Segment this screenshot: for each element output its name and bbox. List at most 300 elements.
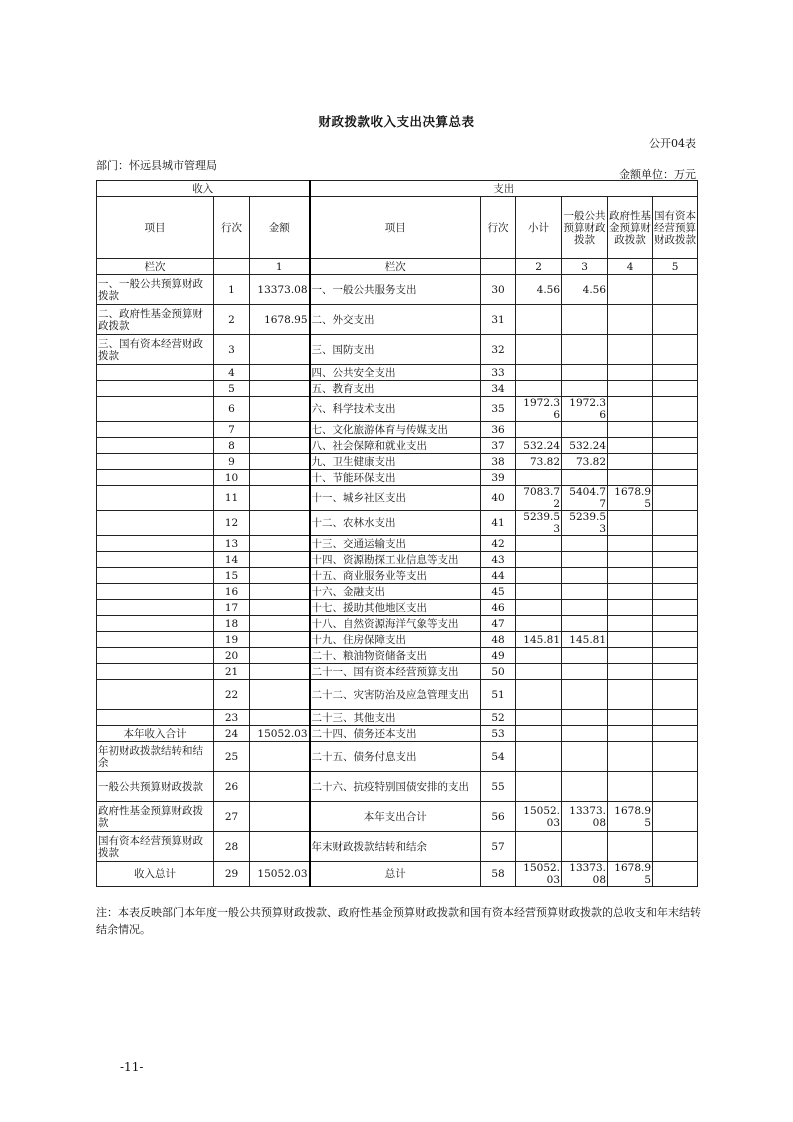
income-item-cell: 二、政府性基金预算财政拨款 <box>97 305 214 335</box>
gov-fund-cell <box>608 832 653 862</box>
header-row-1 <box>97 181 698 197</box>
gov-fund-cell <box>608 710 653 726</box>
gov-fund-cell <box>608 305 653 335</box>
state-capital-cell <box>653 710 698 726</box>
subtotal-cell <box>516 536 562 552</box>
general-budget-cell <box>562 568 608 584</box>
subtotal-cell <box>516 365 562 381</box>
subtotal-cell <box>516 552 562 568</box>
state-capital-cell <box>653 422 698 438</box>
state-capital-cell <box>653 511 698 536</box>
income-line-cell: 10 <box>214 470 250 486</box>
table-row <box>97 454 698 470</box>
subtotal-cell: 15052.03 <box>516 862 562 887</box>
column-index-blank <box>214 259 250 275</box>
gov-fund-cell <box>608 381 653 397</box>
expense-item-cell: 二十一、国有资本经营预算支出 <box>310 664 481 680</box>
income-item-cell: 一般公共预算财政拨款 <box>97 772 214 802</box>
form-number: 公开04表 <box>649 137 696 150</box>
general-budget-cell <box>562 680 608 710</box>
expense-line-cell: 46 <box>481 600 516 616</box>
subtotal-cell <box>516 600 562 616</box>
income-item-cell <box>97 536 214 552</box>
table-row <box>97 802 698 832</box>
subtotal-cell <box>516 726 562 742</box>
income-item-cell <box>97 397 214 422</box>
gov-fund-cell: 1678.95 <box>608 802 653 832</box>
table-row <box>97 305 698 335</box>
income-line-cell: 4 <box>214 365 250 381</box>
column-label: 栏次 <box>97 259 214 275</box>
income-amount-cell <box>250 832 310 862</box>
income-line-cell: 3 <box>214 335 250 365</box>
subtotal-cell: 15052.03 <box>516 802 562 832</box>
expense-item-cell: 一、一般公共服务支出 <box>310 275 481 305</box>
subtotal-cell: 4.56 <box>516 275 562 305</box>
page-number: -11- <box>120 1060 144 1074</box>
general-budget-cell <box>562 381 608 397</box>
expense-item-cell: 十三、交通运输支出 <box>310 536 481 552</box>
state-capital-cell <box>653 680 698 710</box>
income-item-cell <box>97 616 214 632</box>
gov-fund-cell <box>608 772 653 802</box>
income-item-cell <box>97 600 214 616</box>
state-capital-cell <box>653 397 698 422</box>
income-amount-cell <box>250 511 310 536</box>
state-capital-cell <box>653 568 698 584</box>
expense-item-cell: 本年支出合计 <box>310 802 481 832</box>
income-item-cell <box>97 680 214 710</box>
column-index: 4 <box>608 259 653 275</box>
income-line-header: 行次 <box>214 197 250 259</box>
expense-line-cell: 44 <box>481 568 516 584</box>
state-capital-cell <box>653 616 698 632</box>
expense-item-cell: 二十三、其他支出 <box>310 710 481 726</box>
state-capital-cell <box>653 742 698 772</box>
state-capital-header: 国有资本经营预算财政拨款 <box>653 197 698 259</box>
income-line-cell: 23 <box>214 710 250 726</box>
budget-table <box>96 180 698 887</box>
income-line-cell: 19 <box>214 632 250 648</box>
general-budget-cell <box>562 584 608 600</box>
state-capital-cell <box>653 305 698 335</box>
table-row <box>97 470 698 486</box>
expense-line-cell: 33 <box>481 365 516 381</box>
income-amount-cell <box>250 568 310 584</box>
gov-fund-cell <box>608 632 653 648</box>
subtotal-cell <box>516 616 562 632</box>
table-row <box>97 680 698 710</box>
table-row <box>97 584 698 600</box>
state-capital-cell <box>653 438 698 454</box>
page-title: 财政拨款收入支出决算总表 <box>318 114 475 129</box>
table-row <box>97 568 698 584</box>
income-line-cell: 14 <box>214 552 250 568</box>
income-amount-cell <box>250 365 310 381</box>
state-capital-cell <box>653 664 698 680</box>
general-budget-cell: 145.81 <box>562 632 608 648</box>
income-line-cell: 21 <box>214 664 250 680</box>
income-amount-cell <box>250 680 310 710</box>
expense-item-cell: 年末财政拨款结转和结余 <box>310 832 481 862</box>
general-budget-cell <box>562 616 608 632</box>
income-line-cell: 15 <box>214 568 250 584</box>
income-item-cell <box>97 710 214 726</box>
income-item-cell <box>97 486 214 511</box>
state-capital-cell <box>653 584 698 600</box>
expense-line-cell: 39 <box>481 470 516 486</box>
expense-line-cell: 54 <box>481 742 516 772</box>
income-line-cell: 8 <box>214 438 250 454</box>
expense-line-cell: 40 <box>481 486 516 511</box>
subtotal-cell <box>516 832 562 862</box>
expense-item-cell: 九、卫生健康支出 <box>310 454 481 470</box>
general-budget-cell <box>562 832 608 862</box>
income-item-cell <box>97 454 214 470</box>
expense-item-cell: 总计 <box>310 862 481 887</box>
income-line-cell: 26 <box>214 772 250 802</box>
income-amount-cell <box>250 664 310 680</box>
gov-fund-cell <box>608 584 653 600</box>
state-capital-cell <box>653 832 698 862</box>
general-budget-cell: 13373.08 <box>562 802 608 832</box>
subtotal-cell <box>516 648 562 664</box>
gov-fund-cell <box>608 511 653 536</box>
expense-line-cell: 57 <box>481 832 516 862</box>
income-line-cell: 25 <box>214 742 250 772</box>
income-amount-cell <box>250 422 310 438</box>
income-line-cell: 22 <box>214 680 250 710</box>
expense-item-cell: 二十四、债务还本支出 <box>310 726 481 742</box>
income-item-cell <box>97 438 214 454</box>
column-index-blank <box>481 259 516 275</box>
state-capital-cell <box>653 726 698 742</box>
gov-fund-cell <box>608 536 653 552</box>
subtotal-cell <box>516 335 562 365</box>
expense-line-cell: 58 <box>481 862 516 887</box>
general-budget-cell: 13373.08 <box>562 862 608 887</box>
state-capital-cell <box>653 470 698 486</box>
expense-line-cell: 53 <box>481 726 516 742</box>
table-row <box>97 335 698 365</box>
gov-fund-cell <box>608 422 653 438</box>
table-row <box>97 632 698 648</box>
expense-item-cell: 十六、金融支出 <box>310 584 481 600</box>
expense-line-cell: 32 <box>481 335 516 365</box>
income-line-cell: 29 <box>214 862 250 887</box>
column-index: 5 <box>653 259 698 275</box>
income-amount-cell <box>250 335 310 365</box>
income-amount-cell <box>250 742 310 772</box>
state-capital-cell <box>653 365 698 381</box>
income-item-cell: 国有资本经营预算财政拨款 <box>97 832 214 862</box>
gov-fund-cell <box>608 742 653 772</box>
state-capital-cell <box>653 862 698 887</box>
subtotal-cell <box>516 680 562 710</box>
table-row <box>97 397 698 422</box>
table-row <box>97 742 698 772</box>
subtotal-cell <box>516 422 562 438</box>
expense-item-header: 项目 <box>310 197 481 259</box>
state-capital-cell <box>653 772 698 802</box>
income-item-cell <box>97 584 214 600</box>
general-budget-cell <box>562 772 608 802</box>
table-row <box>97 664 698 680</box>
column-index-row <box>97 259 698 275</box>
gov-fund-cell: 1678.95 <box>608 862 653 887</box>
general-budget-cell <box>562 536 608 552</box>
income-amount-cell <box>250 632 310 648</box>
general-budget-cell: 532.24 <box>562 438 608 454</box>
column-index: 1 <box>250 259 310 275</box>
table-row <box>97 862 698 887</box>
income-amount-cell <box>250 438 310 454</box>
table-row <box>97 536 698 552</box>
expense-item-cell: 三、国防支出 <box>310 335 481 365</box>
table-row <box>97 772 698 802</box>
general-budget-cell <box>562 726 608 742</box>
income-amount-cell <box>250 486 310 511</box>
expense-header: 支出 <box>310 181 698 197</box>
subtotal-cell <box>516 772 562 802</box>
expense-line-header: 行次 <box>481 197 516 259</box>
table-row <box>97 381 698 397</box>
table-row <box>97 616 698 632</box>
expense-line-cell: 36 <box>481 422 516 438</box>
income-amount-header: 金额 <box>250 197 310 259</box>
income-line-cell: 18 <box>214 616 250 632</box>
expense-line-cell: 55 <box>481 772 516 802</box>
income-item-cell <box>97 470 214 486</box>
income-item-cell: 收入总计 <box>97 862 214 887</box>
gov-fund-cell <box>608 648 653 664</box>
expense-item-cell: 五、教育支出 <box>310 381 481 397</box>
income-item-cell: 三、国有资本经营财政拨款 <box>97 335 214 365</box>
header-row-2 <box>97 197 698 259</box>
table-row <box>97 486 698 511</box>
state-capital-cell <box>653 454 698 470</box>
income-amount-cell <box>250 584 310 600</box>
table-row <box>97 710 698 726</box>
general-budget-cell <box>562 335 608 365</box>
income-amount-cell: 15052.03 <box>250 726 310 742</box>
subtotal-cell <box>516 305 562 335</box>
expense-line-cell: 35 <box>481 397 516 422</box>
income-line-cell: 7 <box>214 422 250 438</box>
table-row <box>97 832 698 862</box>
state-capital-cell <box>653 275 698 305</box>
income-amount-cell <box>250 470 310 486</box>
gov-fund-cell <box>608 616 653 632</box>
state-capital-cell <box>653 802 698 832</box>
income-line-cell: 17 <box>214 600 250 616</box>
income-item-cell <box>97 422 214 438</box>
general-budget-cell <box>562 648 608 664</box>
gov-fund-cell <box>608 454 653 470</box>
subtotal-cell: 1972.36 <box>516 397 562 422</box>
general-budget-cell <box>562 552 608 568</box>
income-line-cell: 13 <box>214 536 250 552</box>
expense-line-cell: 47 <box>481 616 516 632</box>
general-budget-cell <box>562 742 608 772</box>
income-amount-cell <box>250 454 310 470</box>
general-budget-cell <box>562 422 608 438</box>
income-line-cell: 1 <box>214 275 250 305</box>
unit-label: 金额单位：万元 <box>619 168 696 181</box>
expense-line-cell: 45 <box>481 584 516 600</box>
general-budget-cell <box>562 710 608 726</box>
expense-item-cell: 十九、住房保障支出 <box>310 632 481 648</box>
income-amount-cell <box>250 648 310 664</box>
expense-item-cell: 六、科学技术支出 <box>310 397 481 422</box>
subtotal-cell: 145.81 <box>516 632 562 648</box>
subtotal-cell <box>516 710 562 726</box>
expense-line-cell: 38 <box>481 454 516 470</box>
general-budget-cell <box>562 365 608 381</box>
income-line-cell: 2 <box>214 305 250 335</box>
general-budget-cell <box>562 664 608 680</box>
general-budget-header: 一般公共预算财政拨款 <box>562 197 608 259</box>
expense-item-cell: 二十、粮油物资储备支出 <box>310 648 481 664</box>
state-capital-cell <box>653 335 698 365</box>
expense-line-cell: 43 <box>481 552 516 568</box>
income-line-cell: 5 <box>214 381 250 397</box>
income-line-cell: 16 <box>214 584 250 600</box>
general-budget-cell: 1972.36 <box>562 397 608 422</box>
expense-line-cell: 50 <box>481 664 516 680</box>
table-row <box>97 275 698 305</box>
income-item-header: 项目 <box>97 197 214 259</box>
subtotal-cell <box>516 568 562 584</box>
income-amount-cell <box>250 536 310 552</box>
column-index: 3 <box>562 259 608 275</box>
income-item-cell <box>97 511 214 536</box>
table-row <box>97 438 698 454</box>
column-index: 2 <box>516 259 562 275</box>
expense-line-cell: 41 <box>481 511 516 536</box>
income-amount-cell: 13373.08 <box>250 275 310 305</box>
income-line-cell: 12 <box>214 511 250 536</box>
subtotal-cell <box>516 381 562 397</box>
subtotal-cell: 532.24 <box>516 438 562 454</box>
income-item-cell <box>97 632 214 648</box>
income-line-cell: 6 <box>214 397 250 422</box>
income-item-cell: 年初财政拨款结转和结余 <box>97 742 214 772</box>
expense-line-cell: 49 <box>481 648 516 664</box>
expense-line-cell: 37 <box>481 438 516 454</box>
expense-item-cell: 十二、农林水支出 <box>310 511 481 536</box>
general-budget-cell: 5239.53 <box>562 511 608 536</box>
gov-fund-cell <box>608 275 653 305</box>
expense-line-cell: 56 <box>481 802 516 832</box>
expense-item-cell: 十五、商业服务业等支出 <box>310 568 481 584</box>
gov-fund-cell <box>608 335 653 365</box>
gov-fund-cell <box>608 568 653 584</box>
gov-fund-cell <box>608 470 653 486</box>
table-row <box>97 726 698 742</box>
gov-fund-cell <box>608 726 653 742</box>
subtotal-cell <box>516 470 562 486</box>
income-line-cell: 20 <box>214 648 250 664</box>
income-header: 收入 <box>97 181 310 197</box>
state-capital-cell <box>653 486 698 511</box>
expense-item-cell: 八、社会保障和就业支出 <box>310 438 481 454</box>
income-item-cell: 政府性基金预算财政拨款 <box>97 802 214 832</box>
expense-line-cell: 52 <box>481 710 516 726</box>
table-row <box>97 552 698 568</box>
expense-item-cell: 四、公共安全支出 <box>310 365 481 381</box>
subtotal-cell <box>516 584 562 600</box>
income-line-cell: 11 <box>214 486 250 511</box>
gov-fund-header: 政府性基金预算财政拨款 <box>608 197 653 259</box>
table-row <box>97 511 698 536</box>
subtotal-cell: 73.82 <box>516 454 562 470</box>
gov-fund-cell <box>608 397 653 422</box>
table-row <box>97 422 698 438</box>
income-amount-cell: 1678.95 <box>250 305 310 335</box>
gov-fund-cell <box>608 680 653 710</box>
income-line-cell: 28 <box>214 832 250 862</box>
income-item-cell <box>97 568 214 584</box>
income-item-cell: 本年收入合计 <box>97 726 214 742</box>
expense-item-cell: 十八、自然资源海洋气象等支出 <box>310 616 481 632</box>
gov-fund-cell <box>608 552 653 568</box>
gov-fund-cell <box>608 600 653 616</box>
subtotal-cell: 7083.72 <box>516 486 562 511</box>
general-budget-cell <box>562 305 608 335</box>
expense-item-cell: 十一、城乡社区支出 <box>310 486 481 511</box>
income-item-cell <box>97 365 214 381</box>
state-capital-cell <box>653 648 698 664</box>
income-item-cell <box>97 381 214 397</box>
expense-item-cell: 二十五、债务付息支出 <box>310 742 481 772</box>
expense-line-cell: 31 <box>481 305 516 335</box>
income-item-cell <box>97 664 214 680</box>
department-label: 部门：怀远县城市管理局 <box>96 159 217 172</box>
income-line-cell: 9 <box>214 454 250 470</box>
state-capital-cell <box>653 600 698 616</box>
footnote: 注：本表反映部门本年度一般公共预算财政拨款、政府性基金预算财政拨款和国有资本经营预算财政拨款的总收支和年末结转结余情况。 <box>96 906 701 936</box>
expense-line-cell: 34 <box>481 381 516 397</box>
state-capital-cell <box>653 536 698 552</box>
subtotal-cell <box>516 742 562 772</box>
income-amount-cell <box>250 552 310 568</box>
expense-line-cell: 30 <box>481 275 516 305</box>
income-amount-cell <box>250 772 310 802</box>
gov-fund-cell <box>608 664 653 680</box>
gov-fund-cell: 1678.95 <box>608 486 653 511</box>
expense-item-cell: 十四、资源勘探工业信息等支出 <box>310 552 481 568</box>
income-item-cell <box>97 648 214 664</box>
subtotal-header: 小计 <box>516 197 562 259</box>
expense-item-cell: 十、节能环保支出 <box>310 470 481 486</box>
income-amount-cell <box>250 397 310 422</box>
gov-fund-cell <box>608 365 653 381</box>
income-amount-cell <box>250 802 310 832</box>
income-amount-cell <box>250 381 310 397</box>
expense-item-cell: 二十六、抗疫特别国债安排的支出 <box>310 772 481 802</box>
expense-item-cell: 七、文化旅游体育与传媒支出 <box>310 422 481 438</box>
expense-item-cell: 二十二、灾害防治及应急管理支出 <box>310 680 481 710</box>
expense-line-cell: 51 <box>481 680 516 710</box>
subtotal-cell: 5239.53 <box>516 511 562 536</box>
income-line-cell: 27 <box>214 802 250 832</box>
general-budget-cell: 4.56 <box>562 275 608 305</box>
table-row <box>97 600 698 616</box>
expense-item-cell: 十七、援助其他地区支出 <box>310 600 481 616</box>
income-amount-cell: 15052.03 <box>250 862 310 887</box>
expense-line-cell: 48 <box>481 632 516 648</box>
